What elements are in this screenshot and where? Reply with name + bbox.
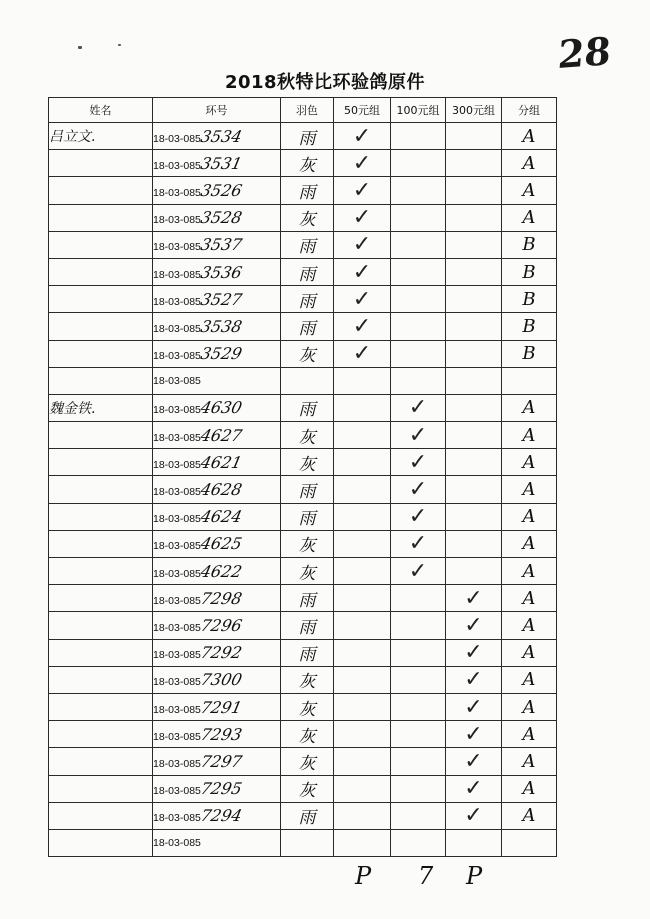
ring-number-cell	[153, 503, 281, 530]
table-row	[49, 449, 557, 476]
group-letter-cell: A	[502, 802, 557, 829]
group-300-check-cell: ✓	[446, 612, 502, 639]
group-100-check-cell	[391, 802, 446, 829]
owner-name-cell	[49, 449, 153, 476]
ring-prefix: 18-03-085	[153, 241, 201, 254]
table-row	[49, 177, 557, 204]
feather-color-cell	[281, 367, 334, 394]
group-letter-cell: A	[502, 530, 557, 557]
ring-number-cell	[153, 177, 281, 204]
table-row	[49, 286, 557, 313]
ring-number-cell	[153, 258, 281, 285]
group-50-check-cell: ✓	[334, 231, 391, 258]
group-300-check-cell	[446, 340, 502, 367]
ring-suffix-handwritten: 3527	[198, 289, 244, 309]
group-300-check-cell: ✓	[446, 639, 502, 666]
ring-prefix: 18-03-085	[153, 132, 201, 145]
group-50-check-cell	[334, 476, 391, 503]
group-letter-cell: A	[502, 666, 557, 693]
group-letter-cell: A	[502, 476, 557, 503]
ring-prefix: 18-03-085	[153, 567, 201, 580]
ring-number-cell	[153, 394, 281, 421]
group-letter-cell: A	[502, 693, 557, 720]
ring-prefix: 18-03-085	[153, 350, 201, 363]
group-letter-cell: A	[502, 721, 557, 748]
group-50-check-cell	[334, 503, 391, 530]
owner-name-cell	[49, 530, 153, 557]
feather-color-cell: 雨	[281, 286, 334, 313]
feather-color-cell	[281, 829, 334, 856]
group-50-check-cell	[334, 558, 391, 585]
group-100-check-cell	[391, 639, 446, 666]
group-100-check-cell	[391, 666, 446, 693]
group-300-check-cell: ✓	[446, 721, 502, 748]
table-row	[49, 231, 557, 258]
ring-prefix: 18-03-085	[153, 186, 201, 199]
group-100-check-cell	[391, 612, 446, 639]
pigeon-ledger-table	[48, 97, 557, 857]
ring-number-cell	[153, 123, 281, 150]
ring-suffix-handwritten: 3529	[198, 344, 244, 364]
owner-name-cell	[49, 231, 153, 258]
group-300-check-cell: ✓	[446, 585, 502, 612]
ring-suffix-handwritten: 7292	[198, 643, 244, 663]
ring-number-cell	[153, 340, 281, 367]
group-100-check-cell	[391, 204, 446, 231]
feather-color-cell: 灰	[281, 693, 334, 720]
ring-number-cell	[153, 449, 281, 476]
ring-number-cell	[153, 367, 281, 394]
feather-color-cell: 雨	[281, 639, 334, 666]
table-row	[49, 802, 557, 829]
ring-prefix: 18-03-085	[153, 486, 201, 499]
group-50-check-cell	[334, 775, 391, 802]
ring-number-cell	[153, 639, 281, 666]
group-100-check-cell: ✓	[391, 476, 446, 503]
ring-suffix-handwritten: 7293	[198, 724, 244, 744]
feather-color-cell: 雨	[281, 123, 334, 150]
group-letter-cell: A	[502, 177, 557, 204]
table-row	[49, 666, 557, 693]
group-letter-cell: A	[502, 449, 557, 476]
owner-name-cell	[49, 721, 153, 748]
table-row	[49, 150, 557, 177]
feather-color-cell: 雨	[281, 612, 334, 639]
ring-prefix: 18-03-085	[153, 540, 201, 553]
group-300-check-cell	[446, 258, 502, 285]
group-300-check-cell	[446, 313, 502, 340]
ring-suffix-handwritten: 7298	[198, 588, 244, 608]
ring-prefix: 18-03-085	[153, 295, 201, 308]
group-50-check-cell	[334, 367, 391, 394]
header-300-yuan-group: 300元组	[446, 98, 502, 123]
owner-name-cell	[49, 286, 153, 313]
group-50-check-cell	[334, 394, 391, 421]
table-row	[49, 313, 557, 340]
group-letter-cell: B	[502, 313, 557, 340]
group-letter-cell: A	[502, 204, 557, 231]
ring-suffix-handwritten: 3526	[198, 180, 244, 200]
group-300-check-cell	[446, 558, 502, 585]
group-300-check-cell: ✓	[446, 693, 502, 720]
group-100-check-cell	[391, 286, 446, 313]
group-50-check-cell	[334, 748, 391, 775]
table-row	[49, 639, 557, 666]
group-300-check-cell	[446, 150, 502, 177]
group-letter-cell: A	[502, 558, 557, 585]
group-letter-cell: A	[502, 394, 557, 421]
ring-number-cell	[153, 693, 281, 720]
ring-number-cell	[153, 558, 281, 585]
group-50-check-cell: ✓	[334, 313, 391, 340]
owner-name-cell	[49, 367, 153, 394]
table-row	[49, 612, 557, 639]
group-100-check-cell: ✓	[391, 530, 446, 557]
group-letter-cell: B	[502, 286, 557, 313]
group-50-check-cell: ✓	[334, 286, 391, 313]
ring-number-cell	[153, 775, 281, 802]
group-300-check-cell	[446, 476, 502, 503]
ring-prefix: 18-03-085	[153, 812, 201, 825]
group-50-check-cell	[334, 449, 391, 476]
feather-color-cell: 雨	[281, 394, 334, 421]
group-300-check-cell	[446, 394, 502, 421]
group-letter-cell	[502, 829, 557, 856]
table-row	[49, 775, 557, 802]
group-300-check-cell	[446, 204, 502, 231]
group-100-check-cell: ✓	[391, 503, 446, 530]
scan-speck	[78, 46, 82, 49]
ring-prefix: 18-03-085	[153, 458, 201, 471]
group-100-check-cell	[391, 258, 446, 285]
group-100-check-cell: ✓	[391, 449, 446, 476]
ring-prefix: 18-03-085	[153, 374, 201, 387]
table-row	[49, 422, 557, 449]
ring-number-cell	[153, 721, 281, 748]
group-100-check-cell	[391, 340, 446, 367]
ring-number-cell	[153, 748, 281, 775]
group-letter-cell: B	[502, 231, 557, 258]
owner-name-cell: 吕立文.	[49, 123, 153, 150]
ring-suffix-handwritten: 3536	[198, 262, 244, 282]
group-letter-cell: A	[502, 123, 557, 150]
group-300-check-cell	[446, 231, 502, 258]
header-name: 姓名	[49, 98, 153, 123]
group-letter-cell: A	[502, 503, 557, 530]
table-row	[49, 585, 557, 612]
group-50-check-cell	[334, 693, 391, 720]
table-row	[49, 503, 557, 530]
feather-color-cell: 灰	[281, 150, 334, 177]
group-300-check-cell	[446, 123, 502, 150]
owner-name-cell	[49, 476, 153, 503]
ring-number-cell	[153, 422, 281, 449]
feather-color-cell: 灰	[281, 204, 334, 231]
table-row	[49, 748, 557, 775]
footer-mark: 7	[418, 862, 434, 890]
owner-name-cell	[49, 422, 153, 449]
ring-number-cell	[153, 585, 281, 612]
table-row	[49, 530, 557, 557]
group-300-check-cell	[446, 177, 502, 204]
owner-name-cell	[49, 558, 153, 585]
ring-suffix-handwritten: 4621	[198, 452, 244, 472]
ring-number-cell	[153, 802, 281, 829]
table-row	[49, 829, 557, 856]
ring-prefix: 18-03-085	[153, 431, 201, 444]
group-letter-cell: A	[502, 775, 557, 802]
ring-suffix-handwritten: 3538	[198, 316, 244, 336]
feather-color-cell: 雨	[281, 258, 334, 285]
footer-mark: P	[466, 862, 483, 890]
ring-number-cell	[153, 204, 281, 231]
ring-suffix-handwritten: 3531	[198, 153, 244, 173]
owner-name-cell	[49, 775, 153, 802]
feather-color-cell: 雨	[281, 476, 334, 503]
owner-name-cell	[49, 177, 153, 204]
group-300-check-cell	[446, 829, 502, 856]
page-number: 28	[556, 27, 613, 78]
ring-prefix: 18-03-085	[153, 730, 201, 743]
header-50-yuan-group: 50元组	[334, 98, 391, 123]
group-letter-cell	[502, 367, 557, 394]
ring-number-cell	[153, 150, 281, 177]
ring-prefix: 18-03-085	[153, 621, 201, 634]
group-100-check-cell	[391, 123, 446, 150]
ring-prefix: 18-03-085	[153, 214, 201, 227]
ring-suffix-handwritten: 4628	[198, 480, 244, 500]
group-letter-cell: B	[502, 340, 557, 367]
table-row	[49, 204, 557, 231]
owner-name-cell	[49, 313, 153, 340]
owner-name-cell	[49, 829, 153, 856]
ring-suffix-handwritten: 3528	[198, 208, 244, 228]
ring-number-cell	[153, 476, 281, 503]
group-50-check-cell	[334, 721, 391, 748]
ring-prefix: 18-03-085	[153, 594, 201, 607]
table-row	[49, 721, 557, 748]
feather-color-cell: 灰	[281, 530, 334, 557]
ring-suffix-handwritten: 7291	[198, 697, 244, 717]
ring-prefix: 18-03-085	[153, 322, 201, 335]
table-row	[49, 394, 557, 421]
group-50-check-cell: ✓	[334, 340, 391, 367]
ring-number-cell	[153, 612, 281, 639]
ring-prefix: 18-03-085	[153, 836, 201, 849]
owner-name-cell	[49, 150, 153, 177]
ring-suffix-handwritten: 7296	[198, 615, 244, 635]
feather-color-cell: 灰	[281, 558, 334, 585]
ring-suffix-handwritten: 7297	[198, 751, 244, 771]
group-letter-cell: A	[502, 150, 557, 177]
ring-prefix: 18-03-085	[153, 703, 201, 716]
group-300-check-cell	[446, 422, 502, 449]
group-300-check-cell	[446, 286, 502, 313]
page-title: 2018秋特比环验鸽原件	[224, 72, 426, 93]
ring-prefix: 18-03-085	[153, 159, 201, 172]
group-letter-cell: A	[502, 422, 557, 449]
owner-name-cell	[49, 258, 153, 285]
group-50-check-cell: ✓	[334, 258, 391, 285]
ring-suffix-handwritten: 4624	[198, 507, 244, 527]
group-100-check-cell	[391, 775, 446, 802]
group-300-check-cell	[446, 449, 502, 476]
table-row	[49, 258, 557, 285]
feather-color-cell: 灰	[281, 666, 334, 693]
group-letter-cell: B	[502, 258, 557, 285]
owner-name-cell	[49, 693, 153, 720]
scan-speck	[118, 44, 121, 46]
ring-suffix-handwritten: 4630	[198, 398, 244, 418]
footer-handwritten-marks	[0, 862, 650, 902]
group-100-check-cell	[391, 585, 446, 612]
ring-suffix-handwritten: 7300	[198, 670, 244, 690]
table-row	[49, 340, 557, 367]
feather-color-cell: 雨	[281, 802, 334, 829]
ring-suffix-handwritten: 4627	[198, 425, 244, 445]
table-row	[49, 558, 557, 585]
feather-color-cell: 雨	[281, 231, 334, 258]
group-50-check-cell	[334, 422, 391, 449]
group-300-check-cell	[446, 530, 502, 557]
feather-color-cell: 灰	[281, 422, 334, 449]
feather-color-cell: 灰	[281, 775, 334, 802]
group-100-check-cell	[391, 748, 446, 775]
group-100-check-cell	[391, 721, 446, 748]
group-100-check-cell: ✓	[391, 422, 446, 449]
group-100-check-cell	[391, 367, 446, 394]
group-50-check-cell	[334, 639, 391, 666]
table-header-row	[49, 98, 557, 123]
feather-color-cell: 灰	[281, 721, 334, 748]
group-100-check-cell	[391, 150, 446, 177]
table-body	[49, 123, 557, 857]
group-300-check-cell: ✓	[446, 666, 502, 693]
footer-mark: P	[355, 862, 372, 890]
owner-name-cell	[49, 340, 153, 367]
header-ring-number: 环号	[153, 98, 281, 123]
feather-color-cell: 雨	[281, 313, 334, 340]
ring-prefix: 18-03-085	[153, 268, 201, 281]
ring-prefix: 18-03-085	[153, 785, 201, 798]
ring-number-cell	[153, 286, 281, 313]
feather-color-cell: 雨	[281, 585, 334, 612]
group-100-check-cell	[391, 231, 446, 258]
ring-prefix: 18-03-085	[153, 757, 201, 770]
ring-number-cell	[153, 666, 281, 693]
feather-color-cell: 雨	[281, 177, 334, 204]
group-100-check-cell	[391, 829, 446, 856]
ring-prefix: 18-03-085	[153, 513, 201, 526]
owner-name-cell	[49, 748, 153, 775]
owner-name-cell	[49, 503, 153, 530]
group-100-check-cell	[391, 177, 446, 204]
group-100-check-cell: ✓	[391, 558, 446, 585]
header-group: 分组	[502, 98, 557, 123]
owner-name-cell	[49, 666, 153, 693]
ring-suffix-handwritten: 4625	[198, 534, 244, 554]
group-300-check-cell: ✓	[446, 748, 502, 775]
owner-name-cell	[49, 802, 153, 829]
ring-suffix-handwritten: 3534	[198, 126, 244, 146]
owner-name-cell: 魏金铁.	[49, 394, 153, 421]
feather-color-cell: 雨	[281, 503, 334, 530]
group-letter-cell: A	[502, 748, 557, 775]
owner-name-cell	[49, 639, 153, 666]
group-50-check-cell: ✓	[334, 150, 391, 177]
feather-color-cell: 灰	[281, 340, 334, 367]
ring-suffix-handwritten: 4622	[198, 561, 244, 581]
group-50-check-cell: ✓	[334, 123, 391, 150]
ring-suffix-handwritten: 3537	[198, 235, 244, 255]
feather-color-cell: 灰	[281, 449, 334, 476]
group-100-check-cell: ✓	[391, 394, 446, 421]
group-letter-cell: A	[502, 585, 557, 612]
group-50-check-cell	[334, 802, 391, 829]
ring-suffix-handwritten: 7295	[198, 779, 244, 799]
ring-number-cell	[153, 231, 281, 258]
header-feather-color: 羽色	[281, 98, 334, 123]
table-row	[49, 693, 557, 720]
group-300-check-cell: ✓	[446, 802, 502, 829]
group-50-check-cell: ✓	[334, 204, 391, 231]
group-50-check-cell	[334, 829, 391, 856]
group-100-check-cell	[391, 693, 446, 720]
group-letter-cell: A	[502, 639, 557, 666]
ring-prefix: 18-03-085	[153, 649, 201, 662]
ring-prefix: 18-03-085	[153, 676, 201, 689]
group-300-check-cell: ✓	[446, 775, 502, 802]
owner-name-cell	[49, 585, 153, 612]
feather-color-cell: 灰	[281, 748, 334, 775]
ring-number-cell	[153, 829, 281, 856]
group-50-check-cell	[334, 666, 391, 693]
ring-number-cell	[153, 530, 281, 557]
group-50-check-cell	[334, 612, 391, 639]
group-50-check-cell: ✓	[334, 177, 391, 204]
group-50-check-cell	[334, 530, 391, 557]
group-50-check-cell	[334, 585, 391, 612]
table-row	[49, 367, 557, 394]
ring-prefix: 18-03-085	[153, 404, 201, 417]
owner-name-cell	[49, 204, 153, 231]
group-100-check-cell	[391, 313, 446, 340]
header-100-yuan-group: 100元组	[391, 98, 446, 123]
table-row	[49, 123, 557, 150]
ring-number-cell	[153, 313, 281, 340]
ring-suffix-handwritten: 7294	[198, 806, 244, 826]
group-300-check-cell	[446, 503, 502, 530]
table-row	[49, 476, 557, 503]
group-300-check-cell	[446, 367, 502, 394]
owner-name-cell	[49, 612, 153, 639]
group-letter-cell: A	[502, 612, 557, 639]
